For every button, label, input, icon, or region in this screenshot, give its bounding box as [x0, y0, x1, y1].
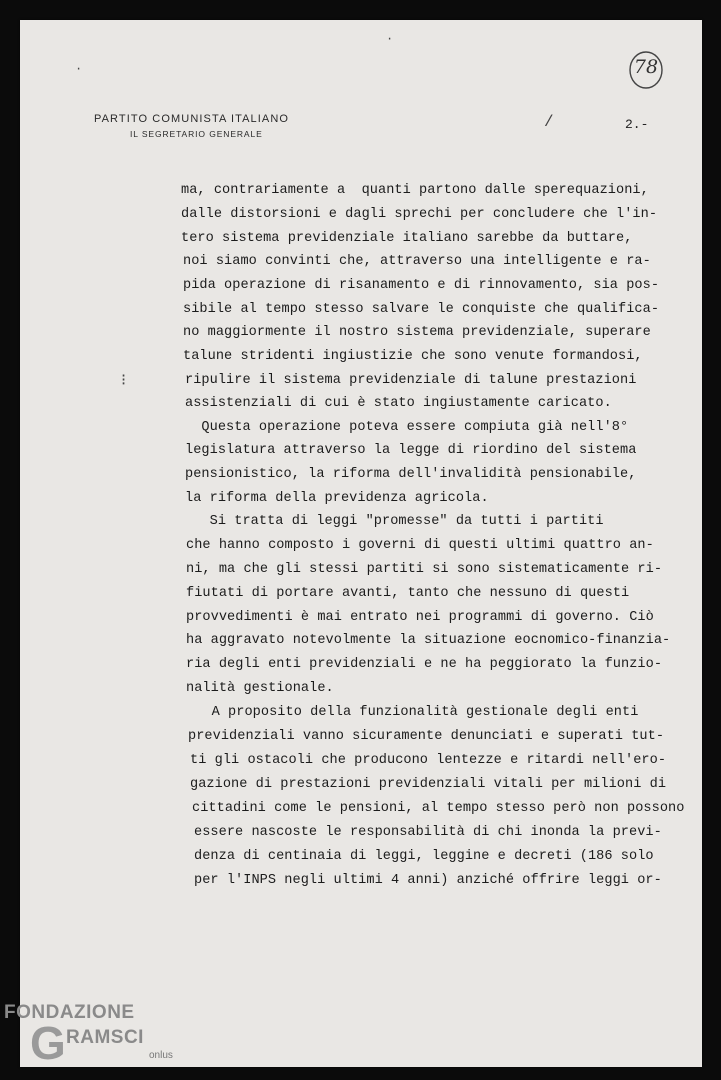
body-line: Si tratta di leggi "promesse" da tutti i partiti	[185, 514, 604, 529]
document-page	[20, 20, 702, 1067]
body-line: pensionistico, la riforma dell'invalidità pensionabile,	[185, 467, 637, 482]
body-line: ripulire il sistema previdenziale di talune prestazioni	[185, 373, 637, 388]
body-line: cittadini come le pensioni, al tempo stesso però non possono	[192, 801, 685, 816]
body-line: A proposito della funzionalità gestionale degli enti	[187, 705, 639, 720]
watermark-line2: RAMSCI	[66, 1027, 144, 1048]
body-line: legislatura attraverso la legge di riordino del sistema	[185, 443, 637, 458]
body-line: ma, contrariamente a quanti partono dalle sperequazioni,	[181, 183, 649, 198]
ink-speck-mark: ·	[386, 32, 394, 46]
margin-mark: ⁝	[121, 372, 127, 390]
pen-tick-mark: /	[544, 113, 554, 131]
folio-number: 78	[633, 56, 659, 78]
body-line: previdenziali vanno sicuramente denunciati e superati tut-	[188, 729, 665, 744]
body-line: noi siamo convinti che, attraverso una intelligente e ra-	[183, 254, 651, 269]
body-line: pida operazione di risanamento e di rinnovamento, sia pos-	[183, 278, 660, 293]
watermark-line1: FONDAZIONE	[4, 1002, 135, 1023]
body-line: fiutati di portare avanti, tanto che nessuno di questi	[186, 586, 630, 601]
letterhead-organization: PARTITO COMUNISTA ITALIANO	[94, 113, 290, 125]
body-line: denza di centinaia di leggi, leggine e decreti (186 solo	[194, 849, 654, 864]
body-line: gazione di prestazioni previdenziali vitali per milioni di	[190, 777, 667, 792]
body-line: per l'INPS negli ultimi 4 anni) anziché offrire leggi or-	[194, 873, 662, 888]
body-line: talune stridenti ingiustizie che sono venute formandosi,	[183, 349, 643, 364]
body-line: ti gli ostacoli che producono lentezze e ritardi nell'ero-	[190, 753, 667, 768]
watermark-suffix: onlus	[149, 1050, 173, 1061]
body-line: no maggiormente il nostro sistema previdenziale, superare	[183, 325, 651, 340]
page-number: 2.-	[625, 117, 649, 132]
body-line: dalle distorsioni e dagli sprechi per concludere che l'in-	[181, 207, 658, 222]
body-line: tero sistema previdenziale italiano sarebbe da buttare,	[181, 231, 633, 246]
body-line: provvedimenti è mai entrato nei programmi di governo. Ciò	[186, 610, 654, 625]
body-line: essere nascoste le responsabilità di chi inonda la previ-	[194, 825, 662, 840]
body-line: ria degli enti previdenziali e ne ha peggiorato la funzio-	[186, 657, 663, 672]
fondazione-gramsci-watermark	[4, 1002, 194, 1074]
body-line: la riforma della previdenza agricola.	[185, 491, 489, 506]
letterhead-role: IL SEGRETARIO GENERALE	[130, 129, 263, 139]
watermark-initial: G	[30, 1017, 66, 1069]
ink-speck-mark: ·	[75, 62, 83, 76]
body-line: assistenziali di cui è stato ingiustamente caricato.	[185, 396, 612, 411]
body-line: ha aggravato notevolmente la situazione eocnomico-finanzia-	[186, 633, 671, 648]
folio-stamp	[628, 50, 664, 90]
body-line: Questa operazione poteva essere compiuta già nell'8°	[185, 420, 629, 435]
body-line: ni, ma che gli stessi partiti si sono sistematicamente ri-	[186, 562, 663, 577]
body-line: sibile al tempo stesso salvare le conquiste che qualifica-	[183, 302, 660, 317]
body-line: nalità gestionale.	[186, 681, 334, 696]
body-line: che hanno composto i governi di questi ultimi quattro an-	[186, 538, 654, 553]
